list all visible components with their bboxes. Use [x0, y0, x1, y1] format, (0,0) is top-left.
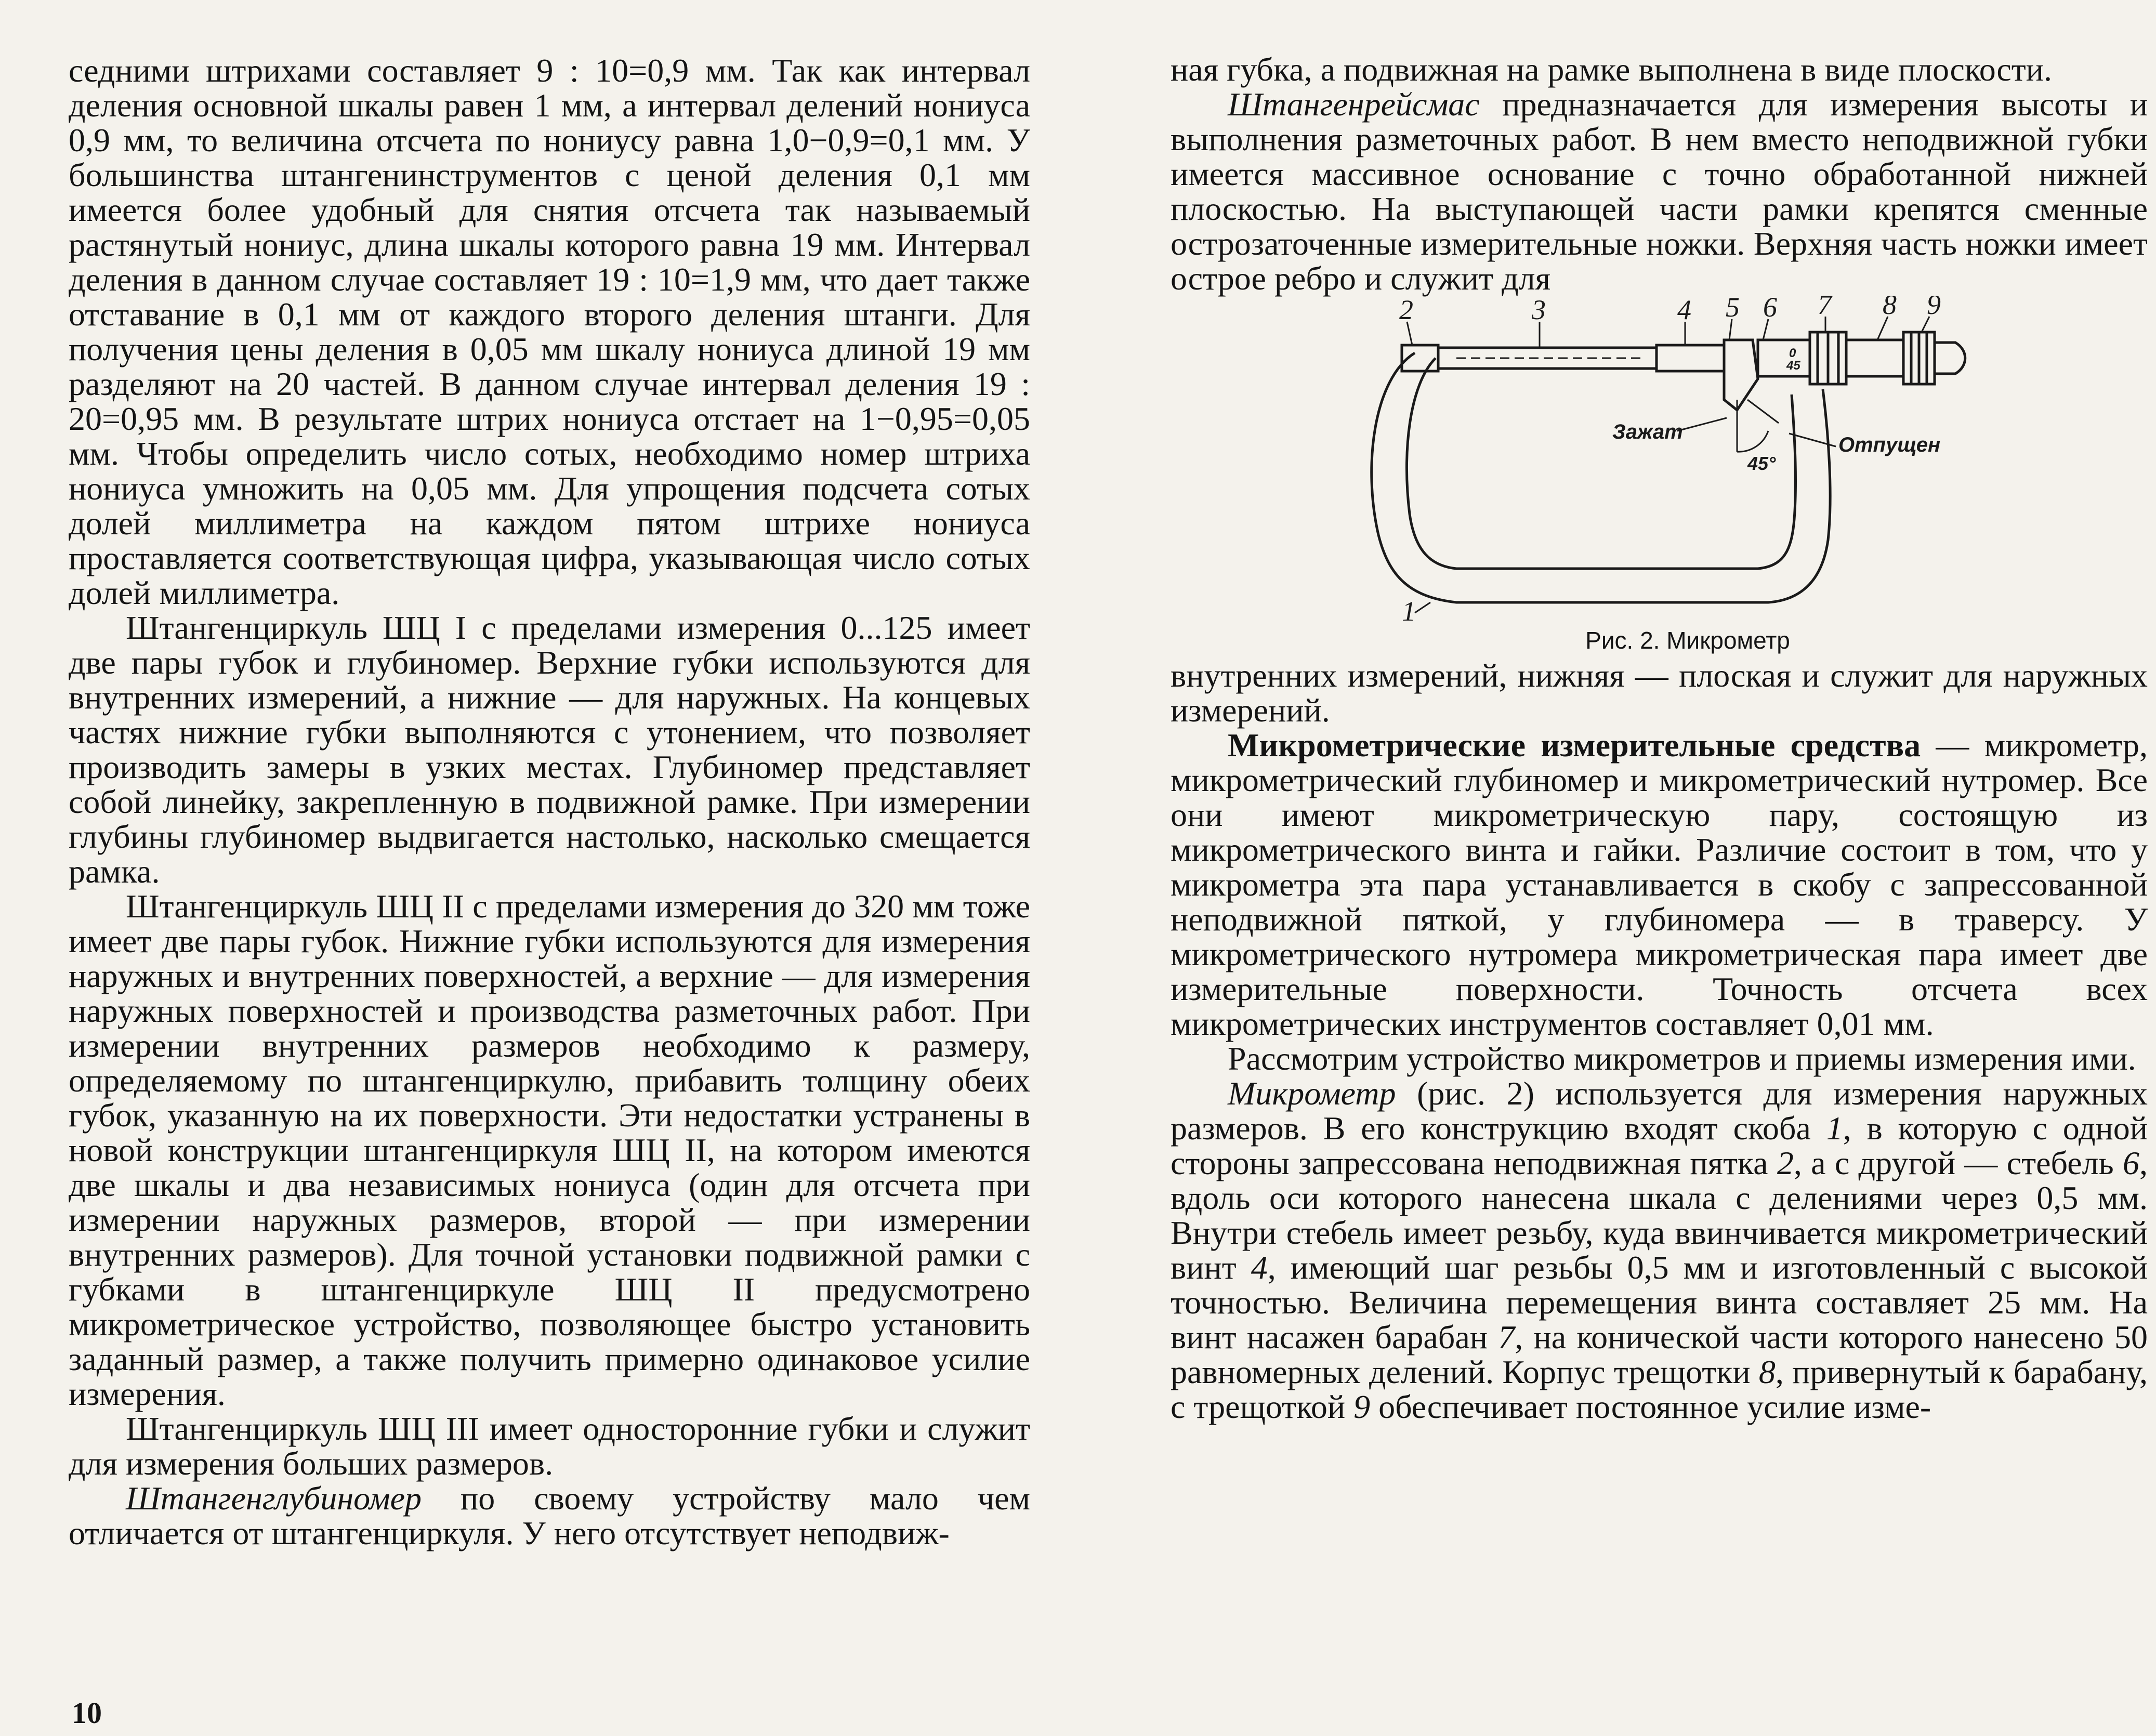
figure-micrometer — [1171, 296, 2148, 658]
label-released: Отпущен — [1838, 433, 1941, 456]
paragraph: ная губка, а подвижная на рамке выполнена в виде плоскости. — [1171, 51, 2052, 88]
paragraph — [1171, 728, 2148, 1041]
callout-4: 4 — [1677, 296, 1691, 325]
ref-number: 7 — [1498, 1319, 1515, 1356]
paragraph: Рассмотрим устройство микрометров и приемы измерения ими. — [1228, 1040, 2136, 1077]
ref-number: 4 — [1251, 1249, 1268, 1286]
ref-number: 2 — [1777, 1145, 1794, 1181]
figure-caption: Рис. 2. Микрометр — [1585, 627, 1790, 654]
paragraph-text: по своему устройству мало чем отличается от штангенциркуля. У него отсутствует неподвиж- — [69, 1480, 1030, 1551]
label-clamped: Зажат — [1612, 420, 1683, 443]
lock — [1724, 340, 1758, 410]
ratchet-cap — [1935, 343, 1965, 374]
paragraph: Штангенциркуль ШЦ III имеет односторонние губки и служит для измерения больших размеров. — [69, 1410, 1030, 1482]
scale-mark-45: 45 — [1786, 359, 1800, 373]
left-text-column — [69, 53, 1030, 1550]
paragraph-text: — микрометр, микрометрический глубиномер и микрометрический нутромер. Все они имеют микрометрическую пару, состоящую из микрометрического винта и гайки. Различие состоит в том, что у микрометра эта пара устанавливается в скобу с запрессованной неподвижной пяткой, у глубиномера — в траверсу. У микрометрического нутромера микрометрическая пара имеет две измерительные поверхности. Точность отсчета всех микрометрических инструментов составляет 0,01 мм. — [1171, 727, 2148, 1042]
right-page — [1078, 0, 2156, 1736]
micrometer-drawing — [1352, 296, 1987, 623]
paragraph — [1171, 87, 2148, 296]
callout-9: 9 — [1927, 296, 1941, 320]
paragraph: Штангенциркуль ШЦ I с пределами измерения 0...125 имеет две пары губок и глубиномер. Верхние губки используются для внутренних измерений, а нижние — для наружных. На концевых частях нижние губки выполняются с утонением, что позволяет производить замеры в узких местах. Глубиномер представляет собой линейку, закрепленную в подвижной рамке. При измерении глубины глубиномер выдвигается настолько, насколько смещается рамка. — [69, 609, 1030, 890]
paragraph-text: , имеющий шаг резьбы 0,5 мм и изготовленный с высокой точностью. Величина перемещения винта составляет 25 мм. На винт насажен барабан — [1171, 1249, 2148, 1356]
paragraph: Штангенциркуль ШЦ II с пределами измерения до 320 мм тоже имеет две пары губок. Нижние губки используются для измерения наружных и внутренних поверхностей, а верхние — для измерения наружных поверхностей и производства разметочных работ. При измерении внутренних размеров необходимо к размеру, определяемому по штангенциркулю, прибавить толщину обеих губок, указанную на их поверхности. Эти недостатки устранены в новой конструкции штангенциркуля ШЦ II, на котором имеются две шкалы и два независимых нониуса (один для отсчета при измерении наружных размеров, второй — при измерении внутренних размеров). Для точной установки подвижной рамки с губками в штангенциркуле ШЦ II предусмотрено микрометрическое устройство, позволяющее быстро установить заданный размер, а также получить примерно одинаковое усилие измерения. — [69, 888, 1030, 1412]
callout-1: 1 — [1402, 596, 1416, 623]
stem — [1657, 345, 1724, 371]
callout-6: 6 — [1763, 296, 1777, 323]
callout-5: 5 — [1726, 296, 1740, 323]
scale-mark-0: 0 — [1789, 346, 1796, 360]
ref-number: 1 — [1826, 1110, 1843, 1147]
paragraph: внутренних измерений, нижняя — плоская и служит для наружных измерений. — [1171, 657, 2148, 729]
paragraph — [69, 1481, 1030, 1550]
paragraph-text: , а с другой — стебель — [1793, 1145, 2123, 1181]
term-italic: Микрометр — [1228, 1075, 1396, 1112]
term-italic: Штангенглубиномер — [126, 1480, 422, 1517]
paragraph — [1171, 1076, 2148, 1424]
paragraph-text: , в которую с одной стороны запрессована неподвижная пятка — [1171, 1110, 2148, 1181]
ref-number: 8 — [1758, 1353, 1776, 1390]
sleeve — [1758, 340, 1810, 376]
paragraph-text: предназначается для измерения высоты и выполнения разметочных работ. В нем вместо неподвижной губки имеется массивное основание с точно обработанной нижней плоскостью. На выступающей части рамки крепятся сменные острозаточенные измерительные ножки. Верхняя часть ножки имеет острое ребро и служит для — [1171, 86, 2148, 297]
label-angle: 45° — [1747, 453, 1776, 474]
paragraph-text: обеспечивает постоянное усилие изме- — [1370, 1388, 1931, 1425]
ref-number: 9 — [1353, 1388, 1371, 1425]
paragraph-text: , привернутый к барабану, с трещоткой — [1171, 1353, 2148, 1425]
callout-8: 8 — [1883, 296, 1897, 320]
ref-number: 6 — [2123, 1145, 2139, 1181]
callout-2: 2 — [1399, 296, 1413, 325]
callout-3: 3 — [1532, 296, 1546, 325]
paragraph: седними штрихами составляет 9 : 10=0,9 мм. Так как интервал деления основной шкалы равен 1 мм, а интервал делений нониуса 0,9 мм, то величина отсчета по нониусу равна 1,0−0,9=0,1 мм. У большинства штангенинструментов с ценой деления 0,1 мм имеется более удобный для снятия отсчета так называемый растянутый нониус, длина шкалы которого равна 19 мм. Интервал деления в данном случае составляет 19 : 10=1,9 мм, что дает также отставание в 0,1 мм от каждого второго деления штанги. Для получения цены деления в 0,05 мм шкалу нониуса длиной 19 мм разделяют на 20 частей. В данном случае интервал деления 19 : 20=0,95 мм. В результате штрих нониуса отстает на 1−0,95=0,05 мм. Чтобы определить число сотых, необходимо номер штриха нониуса умножить на 0,05 мм. Для упрощения подсчета сотых долей миллиметра на каждом пятом штрихе нониуса проставляется соответствующая цифра, указывающая число сотых долей миллиметра. — [69, 52, 1030, 611]
callout-7: 7 — [1818, 296, 1832, 320]
paragraph-text: , вдоль оси которого нанесена шкала с делениями через 0,5 мм. Внутри стебель имеет резьбу, куда ввинчивается микрометрический винт — [1171, 1145, 2148, 1286]
term-italic: Штангенрейсмас — [1228, 86, 1480, 123]
page-number: 10 — [72, 1696, 102, 1730]
term-bold: Микрометрические измерительные средства — [1228, 727, 1921, 764]
frame-inner — [1406, 358, 1795, 569]
paragraph-text: , на конической части которого нанесено 50 равномерных делений. Корпус трещотки — [1171, 1319, 2148, 1390]
barrel — [1846, 340, 1903, 376]
right-text-column — [1171, 52, 2148, 1424]
paragraph-text: (рис. 2) используется для измерения наружных размеров. В его конструкцию входят скоба — [1171, 1075, 2148, 1147]
